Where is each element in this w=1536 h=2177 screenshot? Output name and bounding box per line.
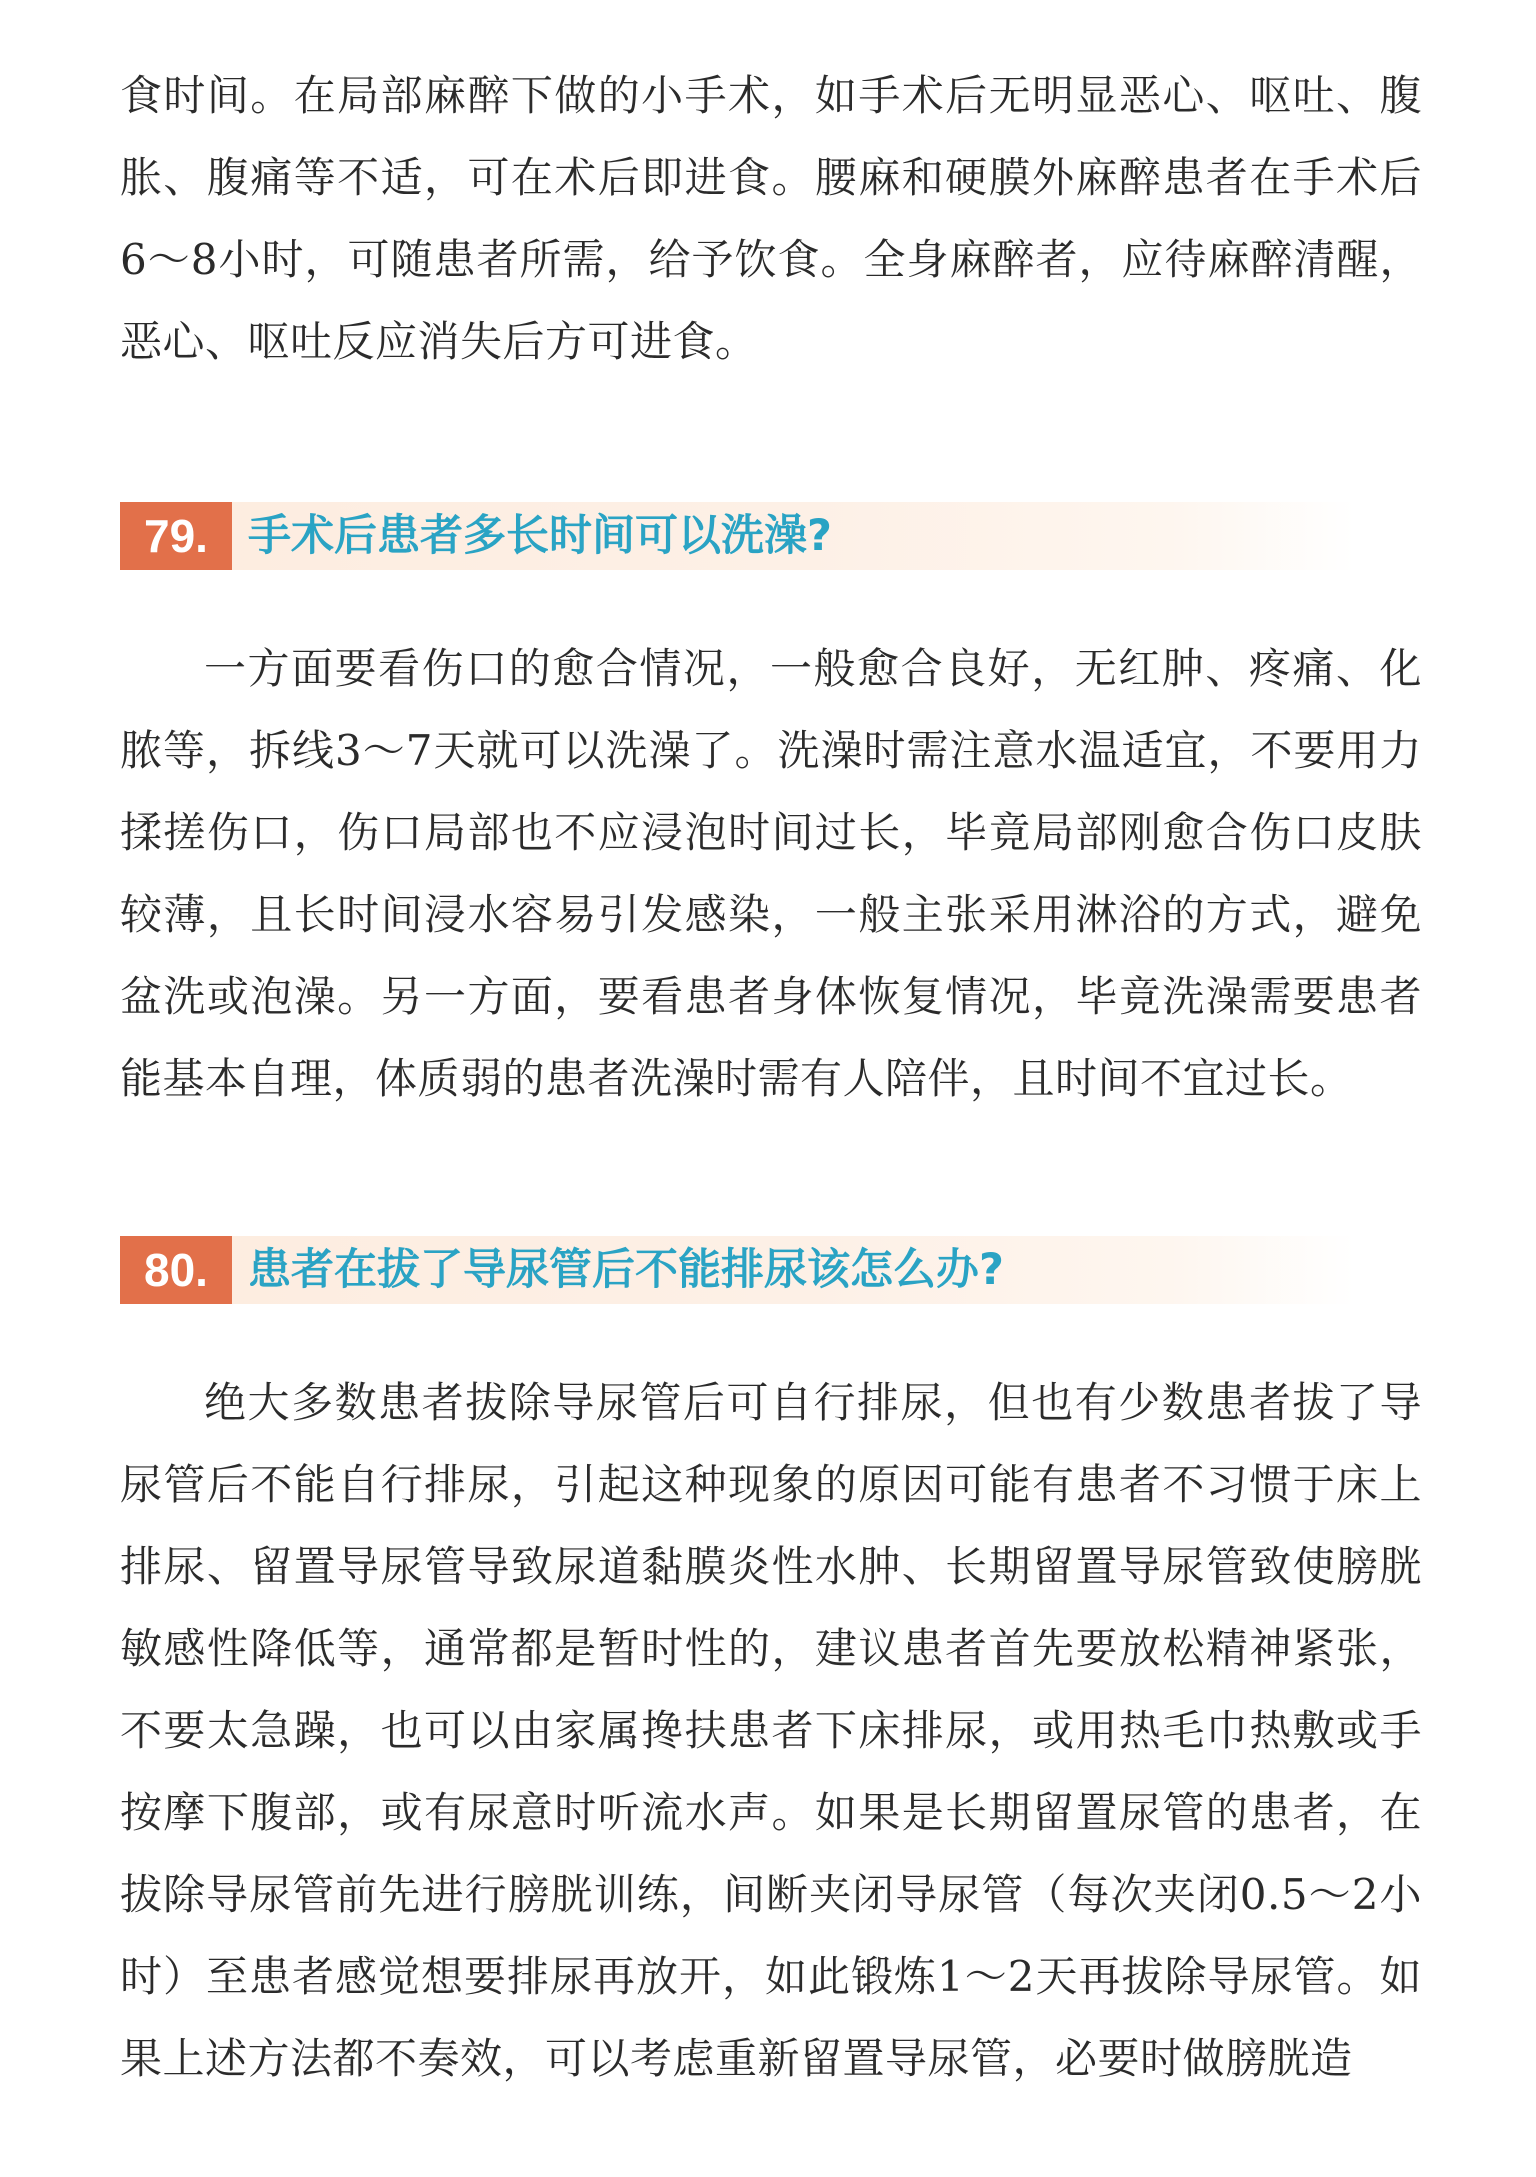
question-80-heading xyxy=(120,1236,1355,1304)
question-79-answer: 一方面要看伤口的愈合情况，一般愈合良好，无红肿、疼痛、化脓等，拆线3～7天就可以洗澡了。洗澡时需注意水温适宜，不要用力揉搓伤口，伤口局部也不应浸泡时间过长，毕竟局部刚愈合伤口皮肤较薄，且长时间浸水容易引发感染，一般主张采用淋浴的方式，避免盆洗或泡澡。另一方面，要看患者身体恢复情况，毕竟洗澡需要患者能基本自理，体质弱的患者洗澡时需有人陪伴，且时间不宜过长。 xyxy=(120,644,1422,1103)
question-79-number-badge: 79. xyxy=(120,502,232,570)
question-80-number-badge: 80. xyxy=(120,1236,232,1304)
question-79-title: 手术后患者多长时间可以洗澡? xyxy=(248,511,832,561)
question-80-answer: 绝大多数患者拔除导尿管后可自行排尿，但也有少数患者拔了导尿管后不能自行排尿，引起这种现象的原因可能有患者不习惯于床上排尿、留置导尿管导致尿道黏膜炎性水肿、长期留置导尿管致使膀胱敏感性降低等，通常都是暂时性的，建议患者首先要放松精神紧张，不要太急躁，也可以由家属搀扶患者下床排尿，或用热毛巾热敷或手按摩下腹部，或有尿意时听流水声。如果是长期留置尿管的患者，在拔除导尿管前先进行膀胱训练，间断夹闭导尿管（每次夹闭0.5～2小时）至患者感觉想要排尿再放开，如此锻炼1～2天再拔除导尿管。如果上述方法都不奏效，可以考虑重新留置导尿管，必要时做膀胱造 xyxy=(120,1378,1422,2083)
question-80-title: 患者在拔了导尿管后不能排尿该怎么办? xyxy=(248,1245,1004,1295)
intro-paragraph: 食时间。在局部麻醉下做的小手术，如手术后无明显恶心、呕吐、腹胀、腹痛等不适，可在术后即进食。腰麻和硬膜外麻醉患者在手术后6～8小时，可随患者所需，给予饮食。全身麻醉者，应待麻醉清醒，恶心、呕吐反应消失后方可进食。 xyxy=(120,71,1422,366)
question-79-heading xyxy=(120,502,1355,570)
